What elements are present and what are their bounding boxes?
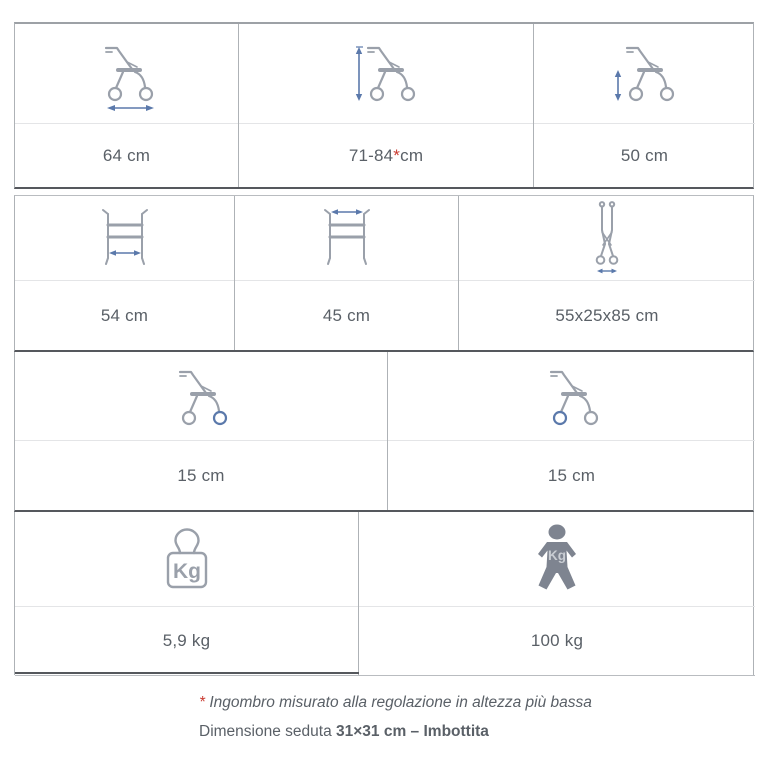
folded-dimensions-icon	[587, 199, 627, 277]
spec-row-2	[14, 195, 754, 352]
label-value: 71-84	[348, 145, 394, 165]
spec-cell-total-length	[15, 24, 238, 187]
seat-dimension-value: 31×31 cm – Imbottita	[336, 723, 489, 740]
icon-zone	[534, 24, 755, 123]
icon-zone	[235, 196, 458, 280]
kg-glyph-label: Kg	[172, 560, 201, 583]
icon-zone	[459, 196, 755, 280]
asterisk-mark: *	[199, 694, 206, 711]
spec-row-3	[14, 352, 754, 512]
spec-row-4	[14, 512, 754, 675]
frame-outer-width-icon	[97, 206, 153, 270]
label-unit: cm	[400, 145, 424, 165]
spec-cell-handle-height	[238, 24, 533, 187]
footnote-text: Ingombro misurato alla regolazione in altezza più bassa	[205, 694, 592, 711]
spec-cell-product-weight	[15, 512, 358, 675]
spec-label: 50 cm	[534, 123, 755, 187]
spec-label	[239, 123, 533, 187]
spec-label: 64 cm	[15, 123, 238, 187]
seat-dimension-line	[199, 717, 592, 746]
spec-row-1	[14, 22, 754, 189]
kg-glyph-label: Kg	[548, 548, 566, 563]
footnotes	[199, 688, 592, 746]
spec-label: 15 cm	[388, 440, 755, 510]
spec-label: 54 cm	[15, 280, 234, 350]
spec-label: 55x25x85 cm	[459, 280, 755, 350]
spec-cell-folded-size	[458, 196, 755, 350]
product-weight-icon	[159, 527, 215, 591]
spec-cell-inner-width	[234, 196, 458, 350]
icon-zone	[15, 24, 238, 123]
icon-zone	[388, 352, 755, 440]
icon-zone	[15, 352, 387, 440]
spec-cell-max-user-weight	[358, 512, 755, 675]
rollator-handle-height-icon	[353, 36, 419, 112]
icon-zone	[15, 196, 234, 280]
spec-cell-outer-width	[15, 196, 234, 350]
frame-inner-width-icon	[319, 206, 375, 270]
seat-dimension-prefix: Dimensione seduta	[199, 723, 336, 740]
bottom-border-dark	[15, 672, 359, 674]
rear-wheel-diameter-icon	[540, 360, 604, 432]
rollator-lower-height-icon	[612, 36, 678, 112]
asterisk-mark: *	[393, 145, 401, 165]
spec-cell-front-wheel	[15, 352, 387, 510]
spec-label: 5,9 kg	[15, 606, 358, 675]
icon-zone	[15, 512, 358, 606]
rollator-total-length-icon	[95, 36, 159, 112]
spec-label: 45 cm	[235, 280, 458, 350]
spec-label: 100 kg	[359, 606, 755, 675]
spec-label: 15 cm	[15, 440, 387, 510]
front-wheel-diameter-icon	[169, 360, 233, 432]
footnote-asterisk-line	[199, 688, 592, 717]
icon-zone	[239, 24, 533, 123]
max-user-weight-icon	[527, 524, 587, 594]
spec-cell-lower-height	[533, 24, 755, 187]
spec-cell-rear-wheel	[387, 352, 755, 510]
icon-zone	[359, 512, 755, 606]
bottom-border-light	[15, 675, 755, 676]
